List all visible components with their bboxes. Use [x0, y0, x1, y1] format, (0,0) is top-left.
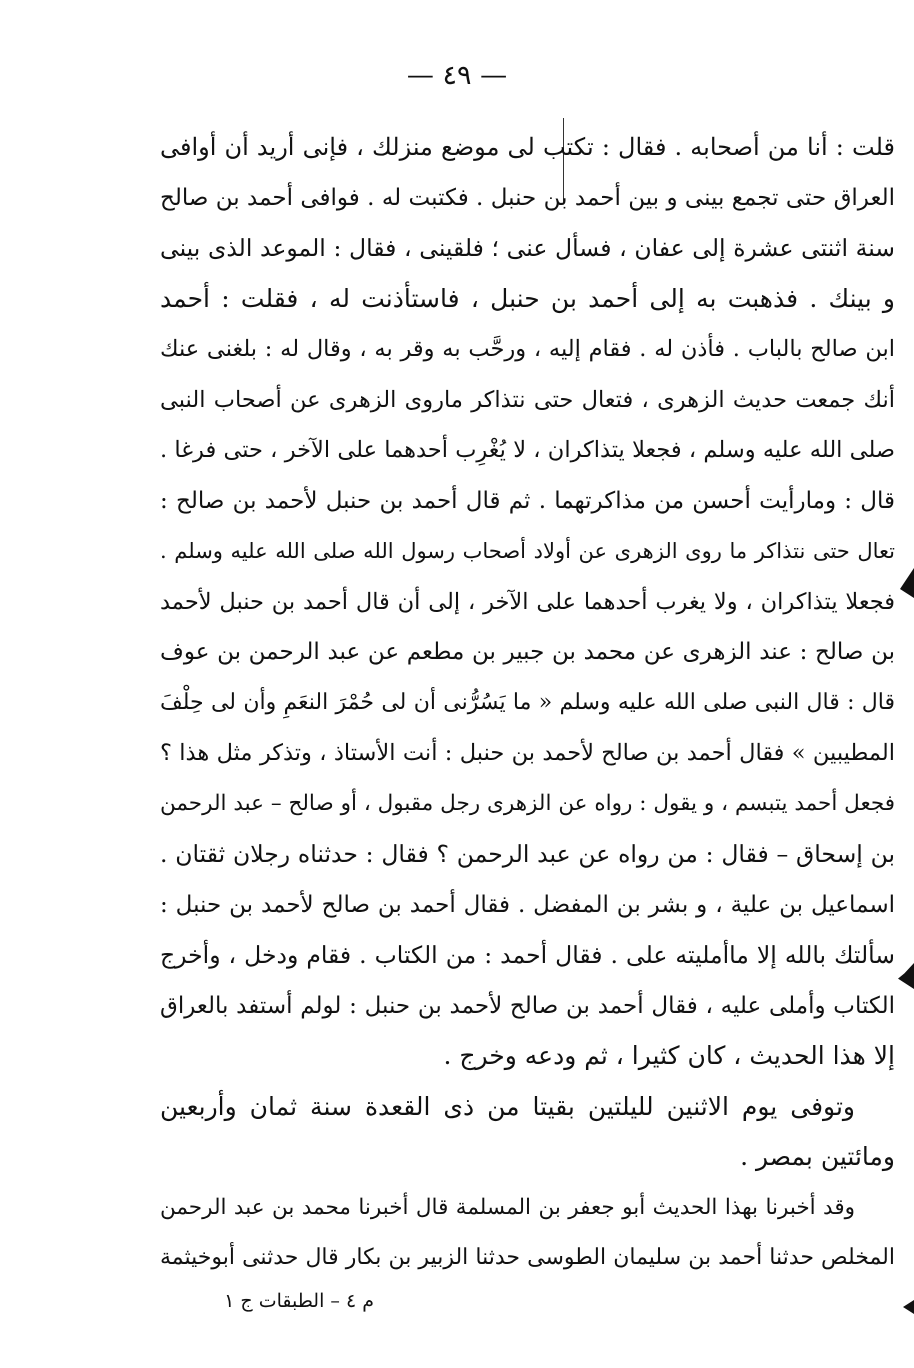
text-line: ومائتين بمصر . [740, 1142, 895, 1171]
text-line: إلا هذا الحديث ، كان كثيرا ، ثم ودعه وخرج . [443, 1041, 895, 1070]
text-line: سألتك بالله إلا ماأمليته على . فقال أحمد : من الكتاب . فقام ودخل ، وأخرج [160, 941, 895, 969]
text-line: اسماعيل بن علية ، و بشر بن المفضل . فقال أحمد بن صالح لأحمد بن حنبل : [160, 891, 895, 918]
text-line: تعال حتى نتذاكر ما روى الزهرى عن أولاد أصحاب رسول الله صلى الله عليه وسلم . [160, 539, 895, 563]
text-line: و بينك . فذهبت به إلى أحمد بن حنبل ، فاستأذنت له ، فقلت : أحمد [160, 283, 895, 313]
text-line: العراق حتى تجمع بينى و بين أحمد بن حنبل . فكتبت له . فوافى أحمد بن صالح [160, 184, 895, 211]
text-line: الكتاب وأملى عليه ، فقال أحمد بن صالح لأحمد بن حنبل : لولم أستفد بالعراق [160, 992, 895, 1019]
page-number: — ٤٩ — [406, 60, 508, 91]
text-line: سنة اثنتى عشرة إلى عفان ، فسأل عنى ؛ فلقينى ، فقال : الموعد الذى بينى [160, 234, 895, 262]
text-line: ابن صالح بالباب . فأذن له . فقام إليه ، ورحَّب به وقر به ، وقال له : بلغنى عنك [160, 336, 895, 362]
text-line: أنك جمعت حديث الزهرى ، فتعال حتى نتذاكر ماروى الزهرى عن أصحاب النبى [160, 386, 895, 413]
text-line: بن صالح : عند الزهرى عن محمد بن جبير بن مطعم عن عبد الرحمن بن عوف [160, 639, 895, 665]
text-line: المطيبين » فقال أحمد بن صالح لأحمد بن حنبل : أنت الأستاذ ، وتذكر مثل هذا ؟ [160, 740, 895, 766]
text-line: قال : ومارأيت أحسن من مذاكرتهما . ثم قال أحمد بن حنبل لأحمد بن صالح : [160, 487, 895, 514]
text-line: فجعلا يتذاكران ، ولا يغرب أحدهما على الآخر ، إلى أن قال أحمد بن حنبل لأحمد [160, 588, 895, 615]
paragraph-start-line: وقد أخبرنا بهذا الحديث أبو جعفر بن المسلمة قال أخبرنا محمد بن عبد الرحمن [160, 1194, 855, 1220]
text-line: بن إسحاق – فقال : من رواه عن عبد الرحمن ؟ فقال : حدثناه رجلان ثقتان . [160, 840, 895, 868]
margin-mark [898, 963, 914, 989]
margin-mark [900, 568, 914, 598]
text-line: المخلص حدثنا أحمد بن سليمان الطوسى حدثنا الزبير بن بكار قال حدثنى أبوخيثمة [160, 1245, 895, 1270]
paragraph-start-line: وتوفى يوم الاثنين لليلتين بقيتا من ذى القعدة سنة ثمان وأربعين [160, 1091, 855, 1121]
body-text [160, 122, 895, 1284]
signature-footer: م ٤ – الطبقات ج ١ [224, 1290, 374, 1312]
text-line: قلت : أنا من أصحابه . فقال : تكتب لى موضع منزلك ، فإنى أريد أن أوافى [160, 133, 895, 161]
margin-mark [903, 1300, 914, 1314]
text-line: صلى الله عليه وسلم ، فجعلا يتذاكران ، لا يُغْرِب أحدهما على الآخر ، حتى فرغا . [160, 437, 895, 463]
text-line: قال : قال النبى صلى الله عليه وسلم « ما يَسُرُّنى أن لى حُمْرَ النعَمِ وأن لى حِلْفَ [160, 689, 895, 715]
text-line: فجعل أحمد يتبسم ، و يقول : رواه عن الزهرى رجل مقبول ، أو صالح – عبد الرحمن [160, 790, 895, 816]
